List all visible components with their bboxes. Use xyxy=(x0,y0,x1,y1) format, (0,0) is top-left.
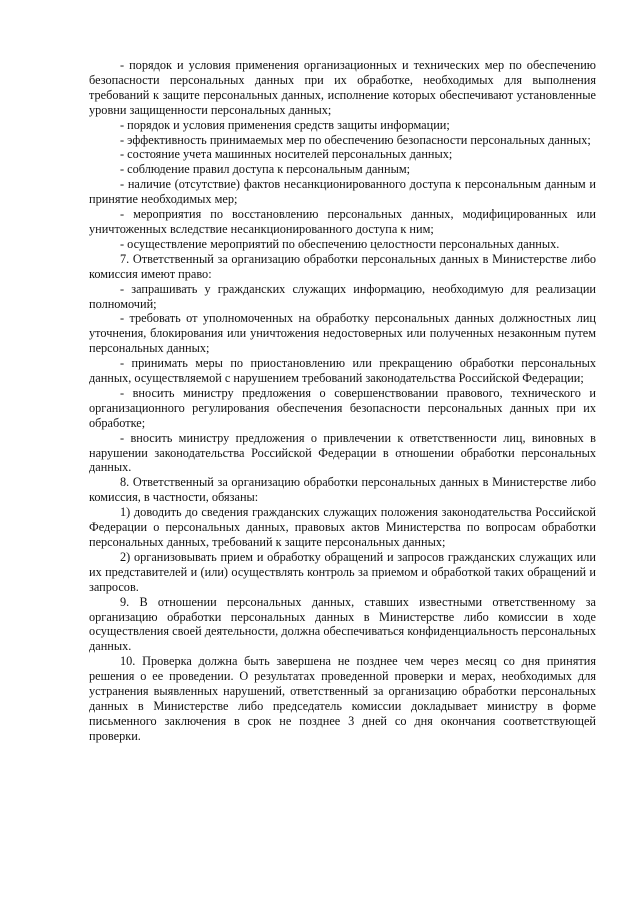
paragraph-data-integrity: - осуществление мероприятий по обеспечению целостности персональных данных. xyxy=(120,236,560,251)
paragraph-measures-conditions: - порядок и условия применения организационных и технических мер по обеспечению безопасности персональных данных при их обработке, необходимых для выполнения требований к защите персональных данных, исполнение которых обеспечивают установленные уровни защищенности персональных данных; xyxy=(89,58,596,117)
paragraph-section-9: 9. В отношении персональных данных, ставших известными ответственному за организацию обработки персональных данных в Министерстве либо комиссии в ходе осуществления своей деятельности, должна обеспечиваться конфиденциальность персональных данных. xyxy=(89,594,596,654)
paragraph-section-10: 10. Проверка должна быть завершена не позднее чем через месяц со дня принятия решения о ее проведении. О результатах проведенной проверки и мерах, необходимых для устранения выявленных нарушений, ответственный за организацию обработки персональных данных в Министерстве либо председатель комиссии докладывает министру в форме письменного заключения в срок не позднее 3 дней со дня окончания соответствующей проверки. xyxy=(89,654,596,743)
paragraph-media-accounting: - состояние учета машинных носителей персональных данных; xyxy=(120,147,453,162)
paragraph-duty-2: 2) организовывать прием и обработку обращений и запросов гражданских служащих или их представителей и (или) осуществлять контроль за приемом и обработкой таких обращений и запросов. xyxy=(89,549,596,594)
paragraph-access-rules: - соблюдение правил доступа к персональным данным; xyxy=(120,162,411,177)
paragraph-section-8: 8. Ответственный за организацию обработки персональных данных в Министерстве либо комиссия, в частности, обязаны: xyxy=(89,475,596,505)
paragraph-demand-clarification: - требовать от уполномоченных на обработку персональных данных должностных лиц уточнения, блокирования или уничтожения недостоверных или полученных незаконным путем персональных данных; xyxy=(89,311,596,356)
paragraph-improvement-proposals: - вносить министру предложения о совершенствовании правового, технического и организационного регулирования обеспечения безопасности персональных данных при их обработке; xyxy=(89,385,596,430)
paragraph-request-info: - запрашивать у гражданских служащих информацию, необходимую для реализации полномочий; xyxy=(89,281,596,311)
paragraph-duty-1: 1) доводить до сведения гражданских служащих положения законодательства Российской Федерации о персональных данных, правовых актов Министерства по вопросам обработки персональных данных, требований к защите персональных данных; xyxy=(89,505,596,549)
paragraph-section-7: 7. Ответственный за организацию обработки персональных данных в Министерстве либо комиссия имеют право: xyxy=(89,251,596,281)
paragraph-protection-tools: - порядок и условия применения средств защиты информации; xyxy=(120,117,450,132)
paragraph-liability-proposals: - вносить министру предложения о привлечении к ответственности лиц, виновных в нарушении законодательства Российской Федерации в отношении обработки персональных данных. xyxy=(89,430,596,475)
document-page xyxy=(89,58,596,744)
paragraph-suspend-processing: - принимать меры по приостановлению или прекращению обработки персональных данных, осуществляемой с нарушением требований законодательства Российской Федерации; xyxy=(89,356,596,386)
paragraph-effectiveness: - эффективность принимаемых мер по обеспечению безопасности персональных данных; xyxy=(120,132,591,147)
paragraph-unauthorized-access: - наличие (отсутствие) фактов несанкционированного доступа к персональным данным и принятие необходимых мер; xyxy=(89,177,596,207)
paragraph-data-recovery: - мероприятия по восстановлению персональных данных, модифицированных или уничтоженных вследствие несанкционированного доступа к ним; xyxy=(89,207,596,236)
